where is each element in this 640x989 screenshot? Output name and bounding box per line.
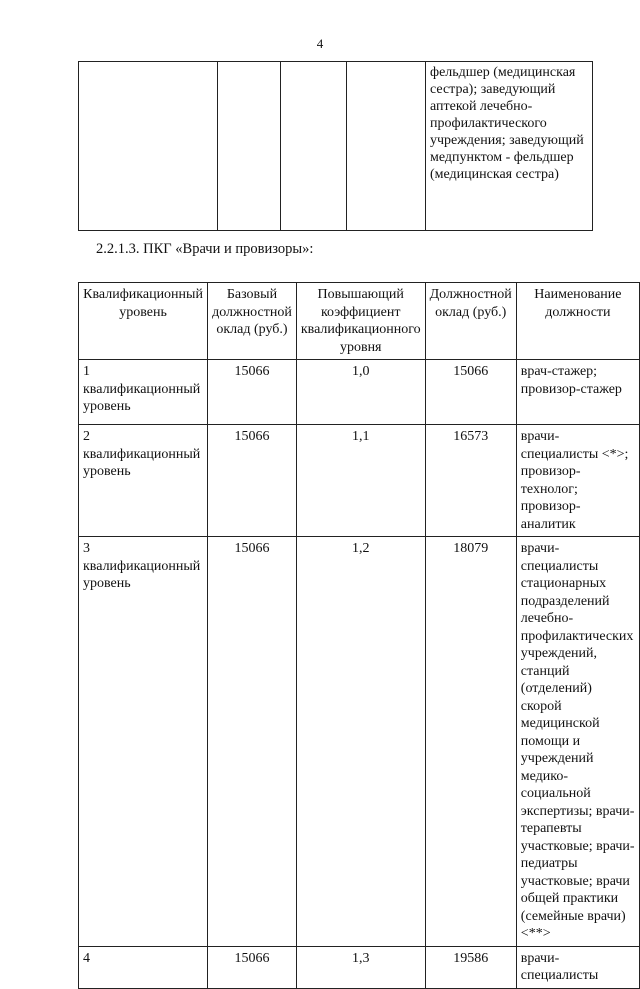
- table-cell: [79, 62, 218, 231]
- base-salary-cell: 15066: [208, 360, 297, 425]
- level-cell: 3 квалификационный уровень: [79, 537, 208, 947]
- table-row: [79, 62, 593, 231]
- coefficient-cell: 1,0: [296, 360, 425, 425]
- base-salary-cell: 15066: [208, 425, 297, 537]
- salary-cell: 19586: [425, 946, 516, 988]
- table-cell: [347, 62, 426, 231]
- header-base-salary: Базовый должностной оклад (руб.): [208, 283, 297, 360]
- base-salary-cell: 15066: [208, 946, 297, 988]
- header-salary: Должностной оклад (руб.): [425, 283, 516, 360]
- position-cell: врач-стажер; провизор-стажер: [516, 360, 639, 425]
- table-header-row: [79, 283, 640, 360]
- header-coefficient: Повышающий коэффициент квалификационного уровня: [296, 283, 425, 360]
- base-salary-cell: 15066: [208, 537, 297, 947]
- level-cell: 1 квалификационный уровень: [79, 360, 208, 425]
- table-row: [79, 360, 640, 425]
- table-row: [79, 425, 640, 537]
- level-cell: 4: [79, 946, 208, 988]
- table-cell: [218, 62, 281, 231]
- salary-table: [78, 282, 640, 989]
- table-row: [79, 537, 640, 947]
- table-row: [79, 946, 640, 988]
- position-cell: врачи-специалисты: [516, 946, 639, 988]
- salary-cell: 15066: [425, 360, 516, 425]
- salary-cell: 18079: [425, 537, 516, 947]
- level-cell: 2 квалификационный уровень: [79, 425, 208, 537]
- coefficient-cell: 1,2: [296, 537, 425, 947]
- salary-cell: 16573: [425, 425, 516, 537]
- header-position: Наименование должности: [516, 283, 639, 360]
- page-number: 4: [316, 36, 324, 51]
- header-level: Квалификационный уровень: [79, 283, 208, 360]
- position-cell: врачи-специалисты <*>; провизор-технолог; провизор-аналитик: [516, 425, 639, 537]
- table-cell: [281, 62, 347, 231]
- section-heading: 2.2.1.3. ПКГ «Врачи и провизоры»:: [96, 241, 314, 257]
- coefficient-cell: 1,1: [296, 425, 425, 537]
- position-cell: фельдшер (медицинская сестра); заведующий аптекой лечебно-профилактического учреждения; заведующий медпунктом - фельдшер (медицинская сестра): [426, 62, 593, 231]
- coefficient-cell: 1,3: [296, 946, 425, 988]
- position-cell: врачи-специалисты стационарных подразделений лечебно-профилактических учреждений, станций (отделений) скорой медицинской помощи и учреждений медико-социальной экспертизы; врачи-терапевты участковые; врачи-педиатры участковые; врачи общей практики (семейные врачи) <**>: [516, 537, 639, 947]
- continued-table: [78, 61, 593, 231]
